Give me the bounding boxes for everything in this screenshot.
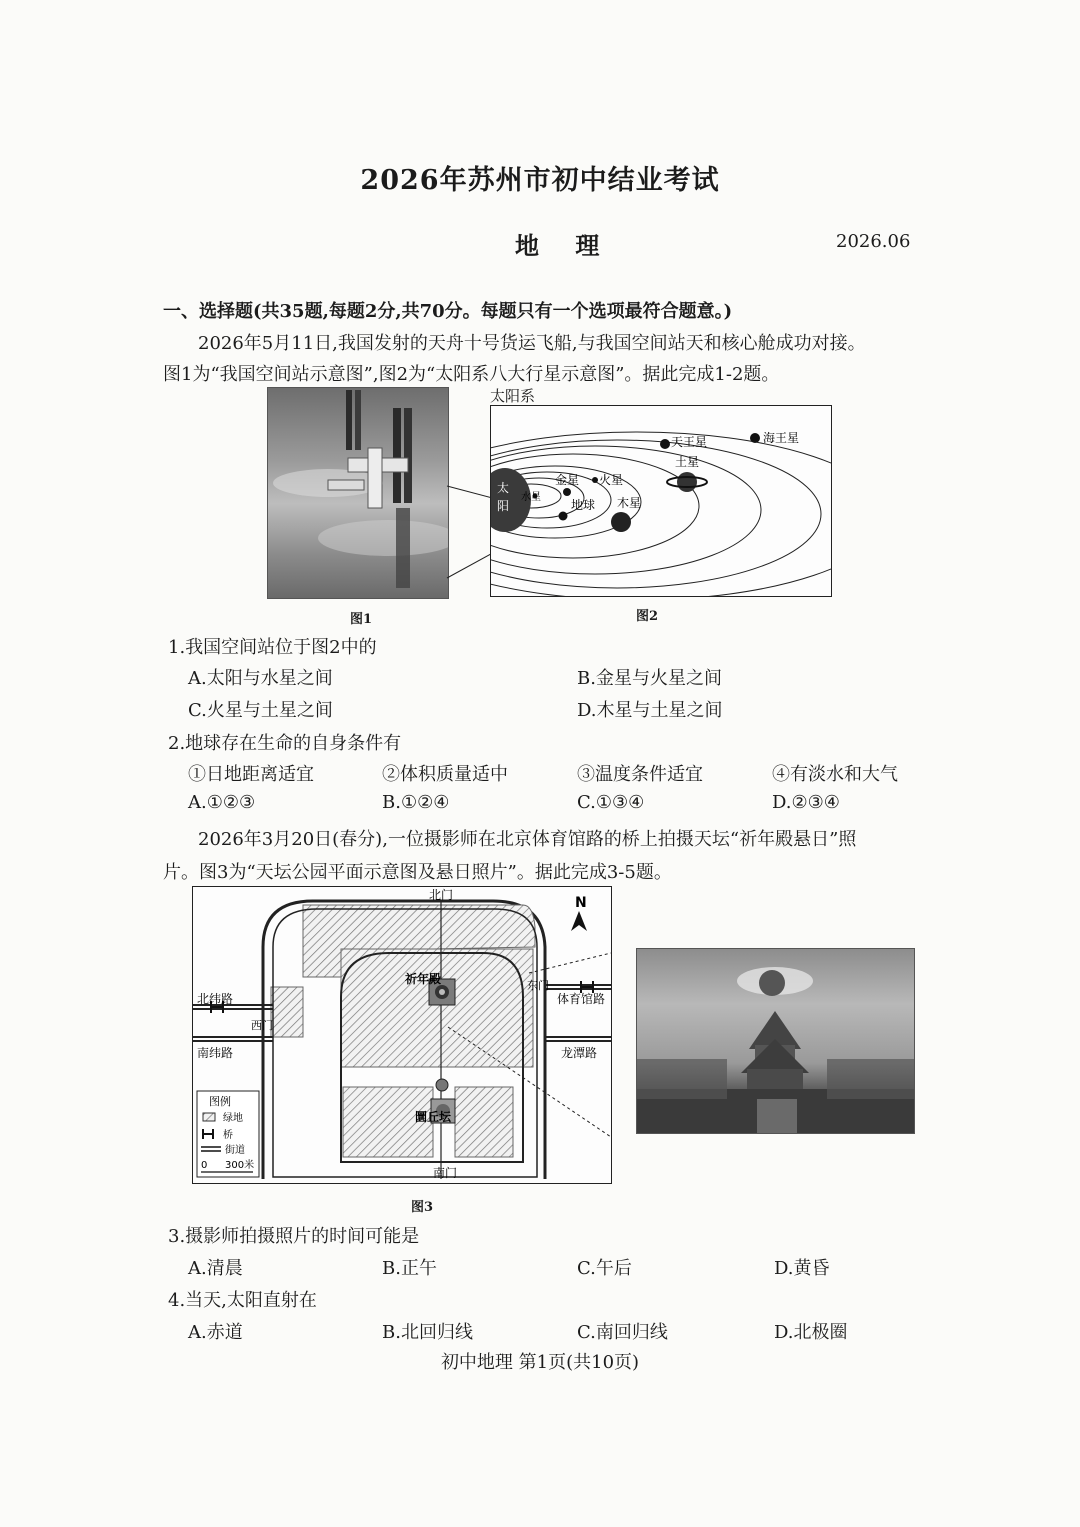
figure1-caption: 图1 xyxy=(350,612,373,627)
venus-dot xyxy=(563,488,571,496)
saturn-dot xyxy=(677,472,697,492)
earth-dot xyxy=(559,512,568,521)
q1-option-a[interactable]: A.太阳与水星之间 xyxy=(188,668,333,689)
q2-option-b[interactable]: B.①②④ xyxy=(382,792,450,813)
tiyuguan-road-label: 体育馆路 xyxy=(557,992,606,1006)
intro2-line1: 2026年3月20日(春分),一位摄影师在北京体育馆路的桥上拍摄天坛“祈年殿悬日”照 xyxy=(198,829,857,850)
q2-statement-2: ②体积质量适中 xyxy=(382,764,508,785)
west-gate-label: 西门 xyxy=(251,1019,273,1032)
legend-title: 图例 xyxy=(209,1095,231,1108)
solar-system-svg xyxy=(491,406,831,596)
figure2-caption: 图2 xyxy=(636,609,659,624)
q2-statement-4: ④有淡水和大气 xyxy=(772,764,898,785)
q1-option-d[interactable]: D.木星与土星之间 xyxy=(577,700,723,721)
beiwei-road-label: 北纬路 xyxy=(197,992,234,1006)
jupiter-label: 木星 xyxy=(617,496,642,510)
venus-label: 金星 xyxy=(555,473,580,487)
saturn-label: 土星 xyxy=(675,455,700,469)
q3-option-a[interactable]: A.清晨 xyxy=(188,1258,243,1279)
sun-disc-photo xyxy=(759,970,785,996)
solar-system-diagram xyxy=(490,405,832,597)
sun-label-2: 阳 xyxy=(497,499,510,513)
temple-map-svg xyxy=(193,887,611,1183)
qiniandian-label: 祈年殿 xyxy=(405,972,442,986)
q2-option-a[interactable]: A.①②③ xyxy=(188,792,256,813)
neptune-label: 海王星 xyxy=(763,431,800,445)
q1-option-b[interactable]: B.金星与火星之间 xyxy=(577,668,722,689)
intro1-line1: 2026年5月11日,我国发射的天舟十号货运飞船,与我国空间站天和核心舱成功对接。 xyxy=(198,333,866,354)
q4-option-d[interactable]: D.北极圈 xyxy=(774,1322,848,1343)
legend-green-label: 绿地 xyxy=(223,1113,243,1124)
jupiter-dot xyxy=(611,512,631,532)
temple-photo-drawing xyxy=(637,949,914,1133)
intro2-line2: 片。图3为“天坛公园平面示意图及悬日照片”。据此完成3-5题。 xyxy=(163,862,672,883)
north-gate-label: 北门 xyxy=(429,888,454,902)
q4-option-c[interactable]: C.南回归线 xyxy=(577,1322,668,1343)
q1-option-c[interactable]: C.火星与土星之间 xyxy=(188,700,333,721)
sun-label-1: 太 xyxy=(497,481,510,495)
uranus-dot xyxy=(660,439,670,449)
q4-option-a[interactable]: A.赤道 xyxy=(188,1322,243,1343)
exam-title: 2026年苏州市初中结业考试 xyxy=(360,165,720,196)
temple-sun-photo xyxy=(636,948,915,1134)
q4-option-b[interactable]: B.北回归线 xyxy=(382,1322,473,1343)
section-heading: 一、选择题(共35题,每题2分,共70分。每题只有一个选项最符合题意。) xyxy=(163,301,733,322)
compass-n-label: N xyxy=(575,895,587,911)
uranus-label: 天王星 xyxy=(671,435,708,449)
q2-stem: 2.地球存在生命的自身条件有 xyxy=(168,733,402,754)
figure2-heading: 太阳系 xyxy=(490,387,536,405)
longtan-road-label: 龙潭路 xyxy=(561,1046,598,1060)
earth-label: 地球 xyxy=(571,498,596,512)
q2-option-c[interactable]: C.①③④ xyxy=(577,792,645,813)
q2-statement-3: ③温度条件适宜 xyxy=(577,764,703,785)
legend-scale-length: 300米 xyxy=(225,1160,255,1171)
q3-option-c[interactable]: C.午后 xyxy=(577,1258,632,1279)
q1-stem: 1.我国空间站位于图2中的 xyxy=(168,637,377,658)
subject-title: 地 理 xyxy=(515,231,614,260)
south-gate-label: 南门 xyxy=(433,1166,458,1180)
mars-label: 火星 xyxy=(599,473,624,487)
q3-option-d[interactable]: D.黄昏 xyxy=(774,1258,830,1279)
q3-option-b[interactable]: B.正午 xyxy=(382,1258,437,1279)
legend-bridge-label: 桥 xyxy=(223,1130,233,1141)
huanqiutan-label: 圜丘坛 xyxy=(415,1110,452,1124)
mercury-label: 水星 xyxy=(521,492,541,503)
legend-scale-zero: 0 xyxy=(201,1160,208,1171)
figure3-caption: 图3 xyxy=(411,1200,434,1215)
q2-option-d[interactable]: D.②③④ xyxy=(772,792,840,813)
q3-stem: 3.摄影师拍摄照片的时间可能是 xyxy=(168,1226,420,1247)
mars-dot xyxy=(592,477,598,483)
intro1-line2: 图1为“我国空间站示意图”,图2为“太阳系八大行星示意图”。据此完成1-2题。 xyxy=(163,364,780,385)
q4-stem: 4.当天,太阳直射在 xyxy=(168,1290,317,1311)
temple-of-heaven-map xyxy=(192,886,612,1184)
neptune-dot xyxy=(750,433,760,443)
nanwei-road-label: 南纬路 xyxy=(197,1046,234,1060)
legend-street-label: 街道 xyxy=(225,1145,245,1156)
page-footer: 初中地理 第1页(共10页) xyxy=(440,1352,640,1373)
east-gate-label: 东门 xyxy=(527,979,549,992)
exam-date: 2026.06 xyxy=(836,231,911,252)
q2-statement-1: ①日地距离适宜 xyxy=(188,764,314,785)
